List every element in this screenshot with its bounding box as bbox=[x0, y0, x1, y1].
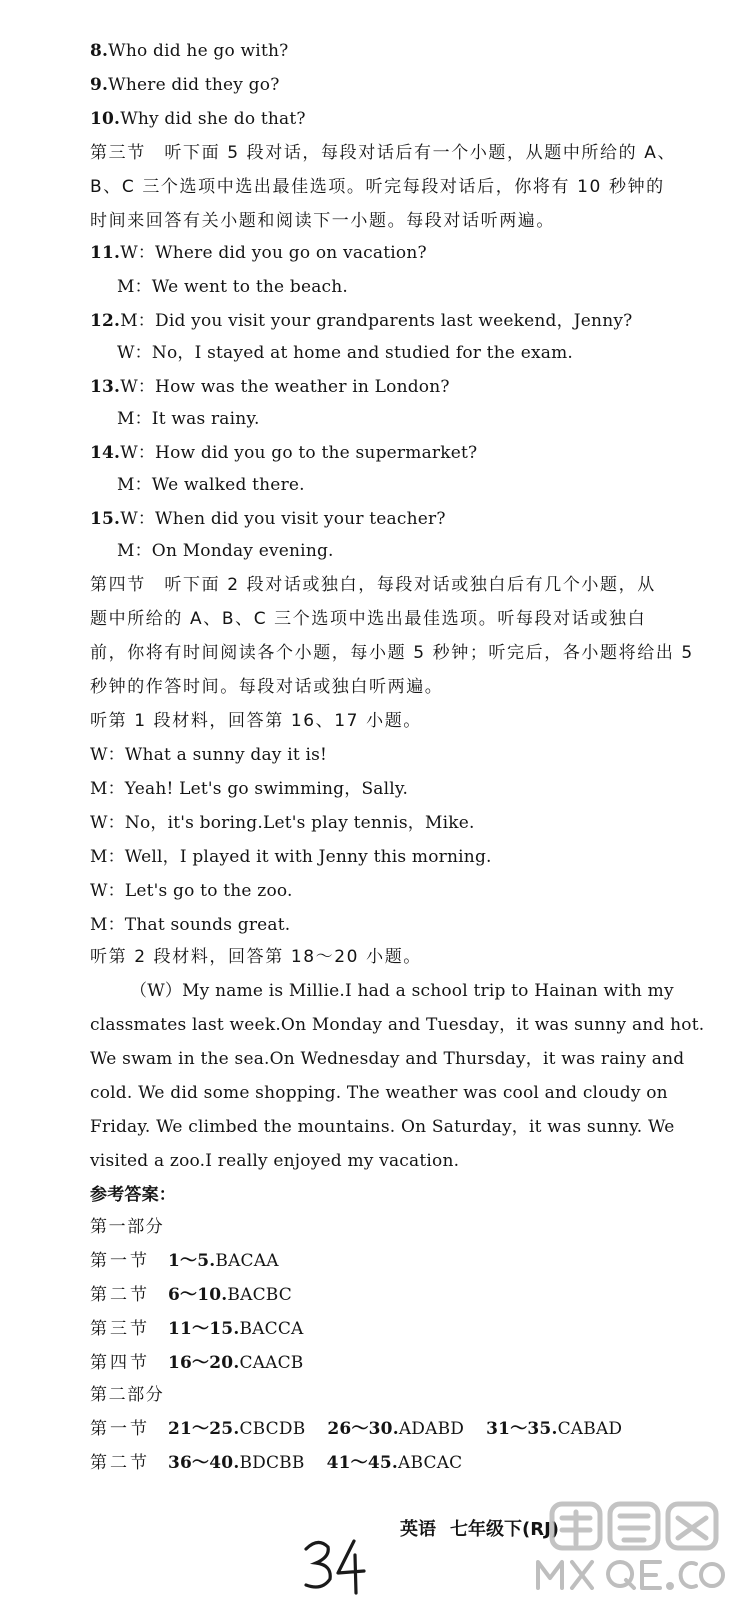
material2-line: Friday. We climbed the mountains. On Saturday，it was sunny. We bbox=[90, 1117, 675, 1137]
dialog-15-line2: M：On Monday evening. bbox=[117, 541, 334, 561]
answer-group bbox=[168, 1418, 305, 1440]
answer-row bbox=[90, 1250, 719, 1272]
answers-part2: 第二部分 bbox=[90, 1385, 165, 1405]
answers-part1: 第一部分 bbox=[90, 1217, 165, 1237]
material2-line: classmates last week.On Monday and Tuesday，it was sunny and hot. bbox=[90, 1015, 705, 1035]
question-10 bbox=[90, 108, 719, 130]
question-text: Who did he go with? bbox=[108, 41, 289, 61]
answer-range: 21～25. bbox=[168, 1419, 240, 1439]
dialog-12-line2: W：No，I stayed at home and studied for the exam. bbox=[117, 343, 574, 363]
answer-row bbox=[90, 1352, 719, 1374]
answer-key: ABCAC bbox=[398, 1453, 463, 1473]
footer-subject: 英语 bbox=[400, 1519, 436, 1540]
answer-range: 16～20. bbox=[168, 1353, 240, 1373]
dialog-14-line1 bbox=[90, 442, 719, 464]
question-number: 13. bbox=[90, 377, 121, 397]
material1-line: M：Yeah! Let's go swimming，Sally. bbox=[90, 779, 409, 799]
dialog-13-line1 bbox=[90, 376, 719, 398]
answer-group bbox=[327, 1452, 463, 1474]
question-number: 8. bbox=[90, 41, 109, 61]
answer-range: 6～10. bbox=[168, 1285, 228, 1305]
material2-line: visited a zoo.I really enjoyed my vacation. bbox=[90, 1151, 460, 1171]
material2-line: （W）My name is Millie.I had a school trip to Hainan with my bbox=[130, 981, 674, 1001]
question-8 bbox=[90, 40, 719, 62]
material2-heading: 听第 2 段材料，回答第 18～20 小题。 bbox=[90, 947, 422, 967]
answer-range: 36～40. bbox=[168, 1453, 240, 1473]
question-number: 12. bbox=[90, 311, 121, 331]
section3-instruction-line3: 时间来回答有关小题和阅读下一小题。每段对话听两遍。 bbox=[90, 211, 555, 231]
handwritten-page-number bbox=[300, 1535, 370, 1595]
dialog-text: M：Did you visit your grandparents last weekend，Jenny? bbox=[120, 311, 633, 331]
dialog-12-line1 bbox=[90, 310, 719, 332]
dialog-text: W：How was the weather in London? bbox=[120, 377, 450, 397]
answer-section: 第二节 bbox=[90, 1285, 150, 1305]
material1-heading: 听第 1 段材料，回答第 16、17 小题。 bbox=[90, 711, 422, 731]
dialog-11-line2: M：We went to the beach. bbox=[117, 277, 349, 297]
answer-section: 第一节 bbox=[90, 1251, 150, 1271]
answer-group bbox=[168, 1250, 279, 1272]
dialog-14-line2: M：We walked there. bbox=[117, 475, 305, 495]
answer-range: 1～5. bbox=[168, 1251, 216, 1271]
material1-line: W：What a sunny day it is! bbox=[90, 745, 328, 765]
material2-line: We swam in the sea.On Wednesday and Thursday，it was rainy and bbox=[90, 1049, 685, 1069]
answer-group bbox=[168, 1284, 292, 1306]
section3-instruction-line1: 第三节 听下面 5 段对话，每段对话后有一个小题，从题中所给的 A、 bbox=[90, 143, 677, 163]
section3-instruction-line2: B、C 三个选项中选出最佳选项。听完每段对话后，你将有 10 秒钟的 bbox=[90, 177, 665, 197]
answer-group bbox=[168, 1352, 304, 1374]
dialog-text: W：Where did you go on vacation? bbox=[120, 243, 427, 263]
question-number: 11. bbox=[90, 243, 121, 263]
answers-label: 参考答案： bbox=[90, 1185, 176, 1205]
footer-grade: 七年级下(RJ) bbox=[450, 1519, 560, 1540]
material1-line: M：Well，I played it with Jenny this morning. bbox=[90, 847, 492, 867]
material1-line: M：That sounds great. bbox=[90, 915, 291, 935]
question-number: 9. bbox=[90, 75, 109, 95]
answer-key: CAACB bbox=[239, 1353, 304, 1373]
section4-instruction-line4: 秒钟的作答时间。每段对话或独白听两遍。 bbox=[90, 677, 444, 697]
answer-group bbox=[168, 1318, 304, 1340]
answer-key: BACBC bbox=[227, 1285, 292, 1305]
dialog-text: W：When did you visit your teacher? bbox=[120, 509, 446, 529]
answer-section: 第四节 bbox=[90, 1353, 150, 1373]
dialog-15-line1 bbox=[90, 508, 719, 530]
question-number: 10. bbox=[90, 109, 121, 129]
answer-key: CABAD bbox=[557, 1419, 623, 1439]
answer-range: 31～35. bbox=[486, 1419, 558, 1439]
answer-group bbox=[486, 1418, 622, 1440]
watermark-logo bbox=[528, 1500, 728, 1596]
answer-key: CBCDB bbox=[239, 1419, 306, 1439]
answer-key: BDCBB bbox=[239, 1453, 305, 1473]
question-text: Why did she do that? bbox=[120, 109, 306, 129]
answer-group bbox=[327, 1418, 464, 1440]
dialog-13-line2: M：It was rainy. bbox=[117, 409, 260, 429]
answer-range: 26～30. bbox=[327, 1419, 399, 1439]
answer-group bbox=[168, 1452, 305, 1474]
question-9 bbox=[90, 74, 719, 96]
question-text: Where did they go? bbox=[108, 75, 280, 95]
answer-row bbox=[90, 1318, 719, 1340]
section4-instruction-line1: 第四节 听下面 2 段对话或独白，每段对话或独白后有几个小题，从 bbox=[90, 575, 656, 595]
answer-key: BACCA bbox=[239, 1319, 304, 1339]
answer-section: 第一节 bbox=[90, 1419, 150, 1439]
material1-line: W：No，it's boring.Let's play tennis，Mike. bbox=[90, 813, 475, 833]
answer-key: ADABD bbox=[398, 1419, 465, 1439]
answer-row bbox=[90, 1284, 719, 1306]
answer-range: 41～45. bbox=[326, 1453, 398, 1473]
answer-section: 第二节 bbox=[90, 1453, 150, 1473]
material2-line: cold. We did some shopping. The weather was cool and cloudy on bbox=[90, 1083, 668, 1103]
section4-instruction-line2: 题中所给的 A、B、C 三个选项中选出最佳选项。听每段对话或独白 bbox=[90, 609, 647, 629]
dialog-11-line1 bbox=[90, 242, 719, 264]
answer-row bbox=[90, 1418, 719, 1440]
answer-section: 第三节 bbox=[90, 1319, 150, 1339]
material1-line: W：Let's go to the zoo. bbox=[90, 881, 293, 901]
answer-range: 11～15. bbox=[168, 1319, 240, 1339]
question-number: 15. bbox=[90, 509, 121, 529]
section4-instruction-line3: 前，你将有时间阅读各个小题，每小题 5 秒钟；听完后，各小题将给出 5 bbox=[90, 643, 694, 663]
answer-key: BACAA bbox=[215, 1251, 279, 1271]
question-number: 14. bbox=[90, 443, 121, 463]
answer-row bbox=[90, 1452, 719, 1474]
dialog-text: W：How did you go to the supermarket? bbox=[120, 443, 478, 463]
